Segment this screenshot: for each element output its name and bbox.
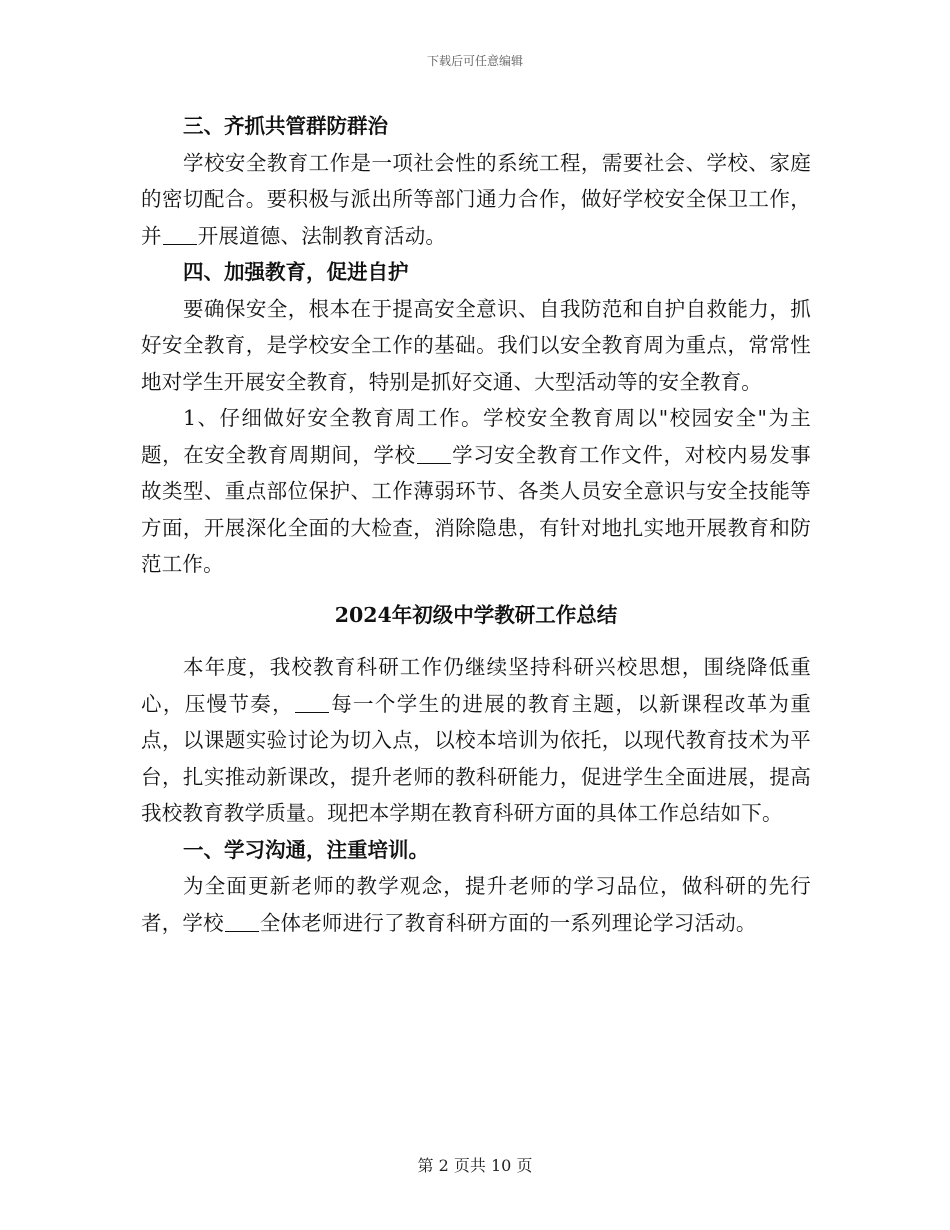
header-note: 下载后可任意编辑 — [426, 54, 523, 68]
paragraph-safety-week — [141, 400, 811, 583]
section-heading-3: 三、齐抓共管群防群治 — [183, 114, 388, 138]
paragraph-training — [141, 868, 811, 941]
paragraph-education: 要确保安全，根本在于提高安全意识、自我防范和自护自救能力，抓好安全教育，是学校安全工作的基础。我们以安全教育周为重点，常常性地对学生开展安全教育，特别是抓好交通、大型活动等的安全教育。 — [141, 296, 811, 394]
paragraph-cooperation — [141, 145, 811, 255]
paragraph-text: 本年度，我校教育科研工作仍继续坚持科研兴校思想，围绕降低重心，压慢节奏， — [141, 655, 811, 716]
paragraph-text: 为全面更新老师的教学观念，提升老师的学习品位，做科研的先行者，学校 — [141, 874, 811, 935]
section-heading-4: 四、加强教育，促进自护 — [183, 260, 409, 284]
paragraph-intro — [141, 649, 811, 832]
blank-line — [163, 226, 197, 245]
paragraph-text: 1、仔细做好安全教育周工作。学校安全教育周以"校园安全"为主题，在安全教育周期间，学校 — [141, 406, 811, 467]
paragraph-text: 全体老师进行了教育科研方面的一系列理论学习活动。 — [259, 910, 757, 935]
paragraph-text: 每一个学生的进展的教育主题，以新课程改革为重点，以课题实验讨论为切入点，以校本培训为依托，以现代教育技术为平台，扎实推动新课改，提升老师的教科研能力，促进学生全面进展，提高我校教育教学质量。现把本学期在教育科研方面的具体工作总结如下。 — [141, 691, 811, 825]
section-heading-1: 一、学习沟通，注重培训。 — [183, 837, 429, 862]
blank-line — [417, 445, 451, 464]
paragraph-text: 学习安全教育工作文件，对校内易发事故类型、重点部位保护、工作薄弱环节、各类人员安全意识与安全技能等方面，开展深化全面的大检查，消除隐患，有针对地扎实地开展教育和防范工作。 — [141, 442, 811, 576]
paragraph-text: 开展道德、法制教育活动。 — [197, 223, 447, 248]
document-title: 2024年初级中学教研工作总结 — [334, 602, 618, 627]
page-footer: 第 2 页共 10 页 — [417, 1156, 533, 1175]
blank-line — [295, 694, 329, 713]
document-body — [141, 108, 811, 941]
paragraph-text: 学校安全教育工作是一项社会性的系统工程，需要社会、学校、家庭的密切配合。要积极与派出所等部门通力合作，做好学校安全保卫工作，并 — [141, 150, 811, 248]
blank-line — [225, 913, 259, 932]
